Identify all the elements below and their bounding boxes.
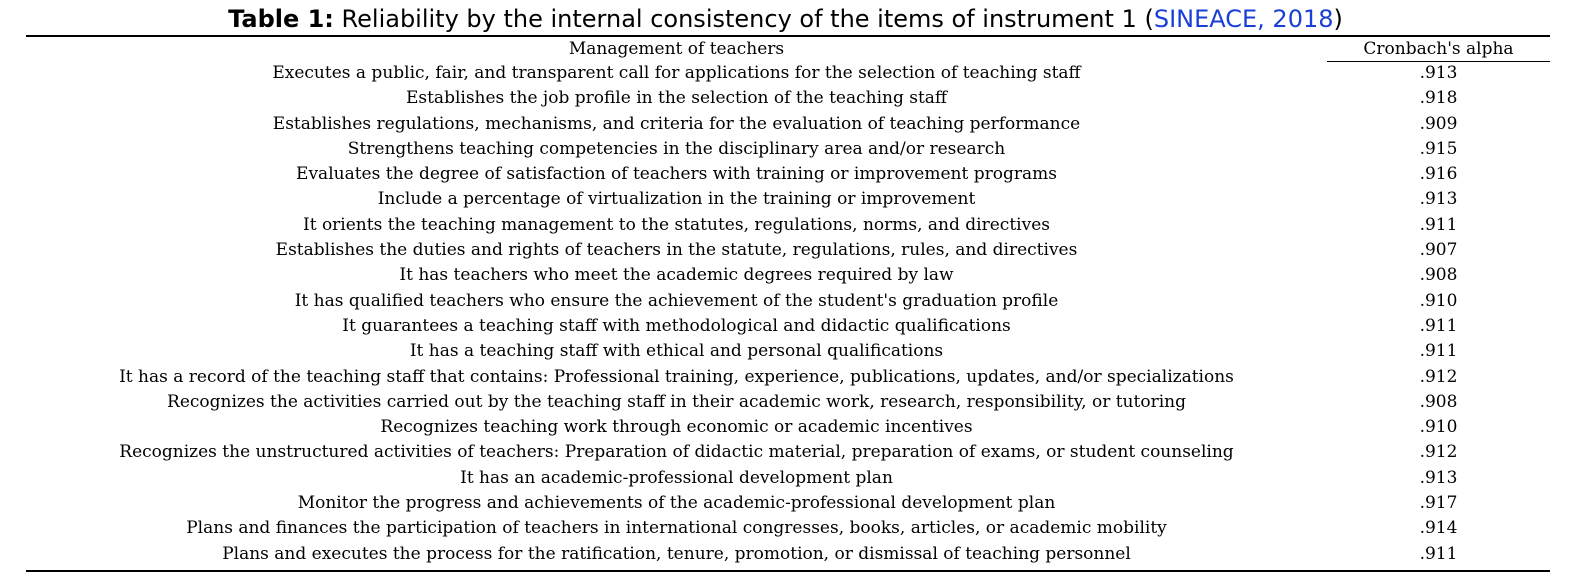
alpha-cell: .913 xyxy=(1419,467,1458,488)
item-cell: It has qualified teachers who ensure the achievement of the student's graduation profile xyxy=(294,290,1059,311)
table-row xyxy=(26,415,1550,440)
table-row xyxy=(26,542,1550,567)
table-bottom-rule xyxy=(26,570,1550,572)
table-row xyxy=(26,289,1550,314)
reliability-table xyxy=(26,37,1550,567)
caption-close: ) xyxy=(1333,5,1343,33)
item-cell: Strengthens teaching competencies in the disciplinary area and/or research xyxy=(347,138,1006,159)
table-row xyxy=(26,314,1550,339)
item-cell: Executes a public, fair, and transparent call for applications for the selection of teaching staff xyxy=(272,63,1081,83)
table-body xyxy=(26,61,1550,567)
alpha-cell: .911 xyxy=(1419,315,1458,336)
citation-link[interactable]: SINEACE, 2018 xyxy=(1153,5,1334,33)
alpha-cell: .918 xyxy=(1419,88,1458,109)
table-row xyxy=(26,466,1550,491)
table-row xyxy=(26,390,1550,415)
table-row xyxy=(26,112,1550,137)
alpha-cell: .909 xyxy=(1419,113,1458,134)
item-cell: Plans and finances the participation of teachers in international congresses, books, articles, or academic mobility xyxy=(186,518,1167,539)
table-row xyxy=(26,516,1550,541)
item-cell: Establishes regulations, mechanisms, and criteria for the evaluation of teaching performance xyxy=(272,113,1081,134)
item-cell: Recognizes teaching work through economic or academic incentives xyxy=(380,417,973,438)
alpha-cell: .913 xyxy=(1419,189,1458,210)
item-cell: It has an academic-professional development plan xyxy=(460,467,893,488)
table-row xyxy=(26,213,1550,238)
table-row xyxy=(26,162,1550,187)
alpha-cell: .908 xyxy=(1419,265,1458,286)
alpha-cell: .917 xyxy=(1419,493,1458,514)
item-cell: Recognizes the unstructured activities of teachers: Preparation of didactic material, preparation of exams, or student counseling xyxy=(119,442,1234,463)
item-cell: It orients the teaching management to the statutes, regulations, norms, and directives xyxy=(303,214,1050,235)
alpha-cell: .912 xyxy=(1419,442,1458,463)
table-row xyxy=(26,187,1550,212)
table-row xyxy=(26,86,1550,111)
column-header-item: Management of teachers xyxy=(568,39,785,59)
item-cell: It has teachers who meet the academic degrees required by law xyxy=(399,265,954,286)
alpha-cell: .911 xyxy=(1419,543,1458,564)
alpha-cell: .910 xyxy=(1419,417,1458,438)
table-row xyxy=(26,491,1550,516)
table-row xyxy=(26,137,1550,162)
alpha-cell: .916 xyxy=(1419,164,1458,185)
alpha-cell: .915 xyxy=(1419,138,1458,159)
item-cell: It guarantees a teaching staff with methodological and didactic qualifications xyxy=(342,315,1011,336)
item-cell: Establishes the job profile in the selection of the teaching staff xyxy=(405,88,948,109)
alpha-cell: .911 xyxy=(1419,341,1458,362)
alpha-cell: .911 xyxy=(1419,214,1458,235)
item-cell: It has a teaching staff with ethical and personal qualifications xyxy=(409,341,944,362)
table-row xyxy=(26,365,1550,390)
alpha-cell: .913 xyxy=(1419,63,1458,83)
item-cell: Include a percentage of virtualization in the training or improvement xyxy=(377,189,976,210)
table-row xyxy=(26,238,1550,263)
alpha-cell: .914 xyxy=(1419,518,1458,539)
item-cell: It has a record of the teaching staff that contains: Professional training, experience, publications, updates, and/or specializations xyxy=(119,366,1234,387)
item-cell: Plans and executes the process for the ratification, tenure, promotion, or dismissal of teaching personnel xyxy=(222,543,1131,564)
table-row xyxy=(26,339,1550,364)
table-row xyxy=(26,61,1550,86)
table-row xyxy=(26,263,1550,288)
caption-label: Table 1: xyxy=(228,5,334,33)
item-cell: Monitor the progress and achievements of the academic-professional development plan xyxy=(297,493,1056,514)
item-cell: Evaluates the degree of satisfaction of teachers with training or improvement programs xyxy=(296,164,1057,185)
item-cell: Establishes the duties and rights of teachers in the statute, regulations, rules, and directives xyxy=(275,240,1078,261)
column-header-alpha: Cronbach's alpha xyxy=(1363,39,1514,59)
table-caption xyxy=(0,4,1571,34)
alpha-cell: .910 xyxy=(1419,290,1458,311)
item-cell: Recognizes the activities carried out by the teaching staff in their academic work, research, responsibility, or tutoring xyxy=(167,391,1186,412)
alpha-cell: .912 xyxy=(1419,366,1458,387)
alpha-cell: .907 xyxy=(1419,240,1458,261)
caption-text: Reliability by the internal consistency of the items of instrument 1 ( xyxy=(333,5,1154,33)
alpha-cell: .908 xyxy=(1419,391,1458,412)
header-row xyxy=(26,37,1550,61)
table-row xyxy=(26,440,1550,465)
